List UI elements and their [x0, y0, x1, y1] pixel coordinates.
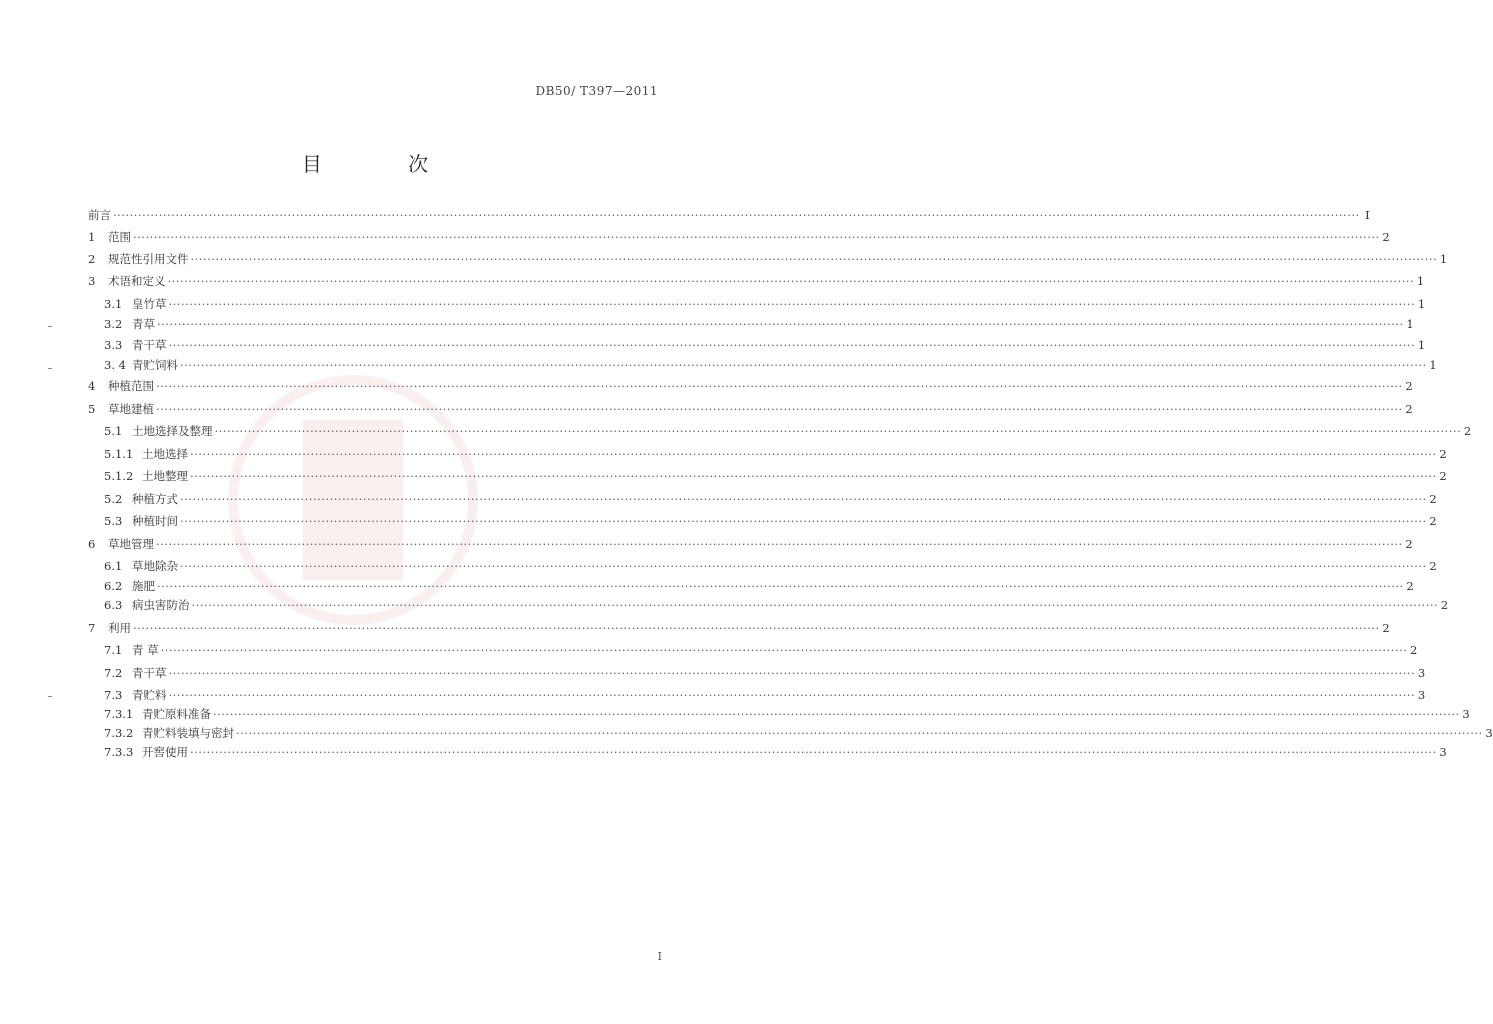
toc-entry-number: 5 [88, 402, 96, 416]
toc-entry-title: 规范性引用文件 [108, 252, 189, 266]
toc-entry-title: 草地除杂 [132, 559, 178, 573]
toc-entry[interactable] [104, 705, 1470, 723]
toc-entry-page: 3 [1485, 726, 1493, 740]
toc-leader-dots: ············································································································································································································································································································ [190, 745, 1437, 759]
toc-leader-dots: ············································································································································································································································································································ [156, 402, 1403, 416]
toc-entry-page: 2 [1463, 424, 1472, 438]
toc-entry-page: 3 [1417, 666, 1426, 680]
toc-leader-dots: ············································································································································································································································································································ [236, 726, 1483, 740]
toc-entry-title: 青贮料装填与密封 [142, 726, 234, 740]
toc-entry-number: 5.3 [104, 514, 123, 528]
toc-entry-title: 术语和定义 [108, 274, 166, 288]
toc-entry[interactable] [104, 490, 1437, 508]
toc-entry-page: 1 [1416, 274, 1425, 288]
toc-leader-dots: ············································································································································································································································································································ [180, 358, 1427, 372]
toc-entry[interactable] [104, 295, 1426, 313]
toc-entry-number: 3. 4 [104, 358, 126, 372]
toc-entry-number: 6.2 [104, 579, 123, 593]
toc-leader-dots: ············································································································································································································································································································ [190, 447, 1437, 461]
toc-entry-number: 6.3 [104, 598, 123, 612]
toc-entry-page: 2 [1439, 447, 1447, 461]
toc-entry-page: 2 [1405, 402, 1413, 416]
toc-leader-dots: ············································································································································································································································································································ [113, 208, 1360, 222]
toc-entry-page: 2 [1409, 643, 1418, 657]
toc-leader-dots: ············································································································································································································································································································ [157, 317, 1404, 331]
toc-entry[interactable] [104, 445, 1447, 463]
toc-entry-title: 土地整理 [142, 469, 188, 483]
toc-entry-page: 1 [1429, 358, 1437, 372]
toc-entry-number: 7.3 [104, 688, 123, 702]
toc-entry[interactable] [88, 619, 1390, 637]
toc-entry-title: 皇竹草 [132, 297, 167, 311]
toc-entry-number: 7 [88, 621, 96, 635]
toc-entry[interactable] [88, 272, 1425, 290]
toc-entry[interactable] [88, 535, 1413, 553]
toc-entry[interactable] [104, 356, 1437, 374]
toc-entry[interactable] [88, 377, 1413, 395]
toc-entry[interactable] [88, 228, 1390, 246]
toc-entry-title: 青干草 [132, 666, 167, 680]
margin-mark [48, 326, 52, 327]
toc-entry-page: 2 [1440, 598, 1449, 612]
toc-entry-page: 1 [1439, 252, 1448, 266]
toc-leader-dots: ············································································································································································································································································································ [133, 230, 1380, 244]
toc-entry[interactable] [104, 315, 1414, 333]
toc-entry[interactable] [104, 596, 1449, 614]
toc-entry[interactable] [104, 422, 1472, 440]
toc-entry-number: 5.1 [104, 424, 123, 438]
toc-entry-page: 1 [1417, 338, 1426, 352]
toc-leader-dots: ············································································································································································································································································································ [213, 707, 1460, 721]
toc-entry-number: 1 [88, 230, 96, 244]
toc-entry-number: 2 [88, 252, 96, 266]
toc-entry-title: 草地建植 [108, 402, 154, 416]
toc-leader-dots: ············································································································································································································································································································ [168, 297, 1416, 311]
toc-entry-title: 种植时间 [132, 514, 178, 528]
toc-entry-title: 种植范围 [108, 379, 154, 393]
toc-entry-page: 2 [1429, 514, 1437, 528]
toc-leader-dots: ············································································································································································································································································································ [168, 666, 1416, 680]
toc-entry-page: 1 [1406, 317, 1414, 331]
toc-entry-number: 5.1.1 [104, 447, 134, 461]
page-title: 目 次 [301, 152, 469, 176]
toc-entry[interactable] [88, 206, 1370, 224]
toc-entry-page: 2 [1406, 579, 1414, 593]
toc-entry-number: 7.3.3 [104, 745, 134, 759]
margin-mark [48, 368, 52, 369]
toc-entry-title: 草地管理 [108, 537, 154, 551]
toc-entry-title: 青 草 [132, 643, 159, 657]
toc-entry-title: 青贮料 [132, 688, 167, 702]
toc-entry[interactable] [104, 577, 1414, 595]
toc-entry[interactable] [104, 641, 1418, 659]
toc-entry[interactable] [104, 467, 1447, 485]
toc-leader-dots: ············································································································································································································································································································ [180, 514, 1427, 528]
toc-entry-title: 土地选择 [142, 447, 188, 461]
toc-entry-number: 6.1 [104, 559, 123, 573]
toc-entry-number: 3 [88, 274, 96, 288]
toc-entry[interactable] [88, 400, 1413, 418]
toc-entry[interactable] [104, 664, 1426, 682]
toc-entry-page: 2 [1429, 492, 1437, 506]
toc-entry-title: 范围 [108, 230, 131, 244]
toc-entry-title: 青草 [132, 317, 155, 331]
toc-entry-page: I [1365, 208, 1370, 222]
toc-entry-title: 开窖使用 [142, 745, 188, 759]
page-number: I [657, 950, 662, 963]
toc-leader-dots: ············································································································································································································································································································ [157, 579, 1404, 593]
toc-entry-page: 3 [1439, 745, 1447, 759]
toc-entry-number: 7.3.2 [104, 726, 134, 740]
toc-entry-title: 施肥 [132, 579, 155, 593]
toc-entry-page: 2 [1405, 537, 1413, 551]
toc-leader-dots: ············································································································································································································································································································ [180, 492, 1427, 506]
toc-leader-dots: ············································································································································································································································································································ [160, 643, 1408, 657]
toc-entry-number: 3.1 [104, 297, 123, 311]
toc-leader-dots: ············································································································································································································································································································ [168, 338, 1416, 352]
toc-leader-dots: ············································································································································································································································································································ [180, 559, 1427, 573]
toc-entry-page: 2 [1382, 621, 1390, 635]
margin-mark [48, 696, 52, 697]
toc-leader-dots: ············································································································································································································································································································ [190, 252, 1438, 266]
toc-entry-number: 7.2 [104, 666, 123, 680]
toc-entry-page: 2 [1382, 230, 1390, 244]
toc-entry-title: 种植方式 [132, 492, 178, 506]
toc-entry[interactable] [104, 743, 1447, 761]
toc-entry-page: 3 [1417, 688, 1426, 702]
toc-entry-title: 土地选择及整理 [132, 424, 213, 438]
toc-entry[interactable] [104, 336, 1426, 354]
toc-entry-title: 青贮原料准备 [142, 707, 211, 721]
toc-entry[interactable] [104, 686, 1426, 704]
toc-leader-dots: ············································································································································································································································································································ [156, 379, 1403, 393]
toc-leader-dots: ············································································································································································································································································································ [214, 424, 1462, 438]
toc-entry-number: 3.2 [104, 317, 123, 331]
toc-leader-dots: ············································································································································································································································································································ [190, 469, 1437, 483]
toc-entry-number: 5.2 [104, 492, 123, 506]
toc-entry[interactable] [88, 250, 1448, 268]
toc-entry[interactable] [104, 557, 1437, 575]
toc-entry-title: 前言 [88, 208, 111, 222]
toc-entry-title: 青贮饲料 [132, 358, 178, 372]
toc-leader-dots: ············································································································································································································································································································ [156, 537, 1403, 551]
toc-entry[interactable] [104, 512, 1437, 530]
toc-entry-number: 4 [88, 379, 96, 393]
toc-entry-page: 2 [1429, 559, 1437, 573]
toc-entry-number: 7.3.1 [104, 707, 134, 721]
toc-entry-title: 利用 [108, 621, 131, 635]
toc-entry-title: 青干草 [132, 338, 167, 352]
toc-leader-dots: ············································································································································································································································································································ [133, 621, 1380, 635]
toc-entry[interactable] [104, 724, 1493, 742]
toc-entry-number: 5.1.2 [104, 469, 134, 483]
toc-entry-number: 3.3 [104, 338, 123, 352]
toc-entry-number: 7.1 [104, 643, 123, 657]
toc-entry-number: 6 [88, 537, 96, 551]
document-code: DB50/ T397—2011 [535, 84, 658, 98]
toc-entry-page: 2 [1405, 379, 1413, 393]
toc-entry-page: 3 [1462, 707, 1470, 721]
toc-entry-title: 病虫害防治 [132, 598, 190, 612]
toc-leader-dots: ············································································································································································································································································································ [168, 688, 1416, 702]
toc-entry-page: 1 [1417, 297, 1426, 311]
toc-leader-dots: ············································································································································································································································································································ [191, 598, 1439, 612]
toc-leader-dots: ············································································································································································································································································································ [167, 274, 1415, 288]
toc-entry-page: 2 [1439, 469, 1447, 483]
